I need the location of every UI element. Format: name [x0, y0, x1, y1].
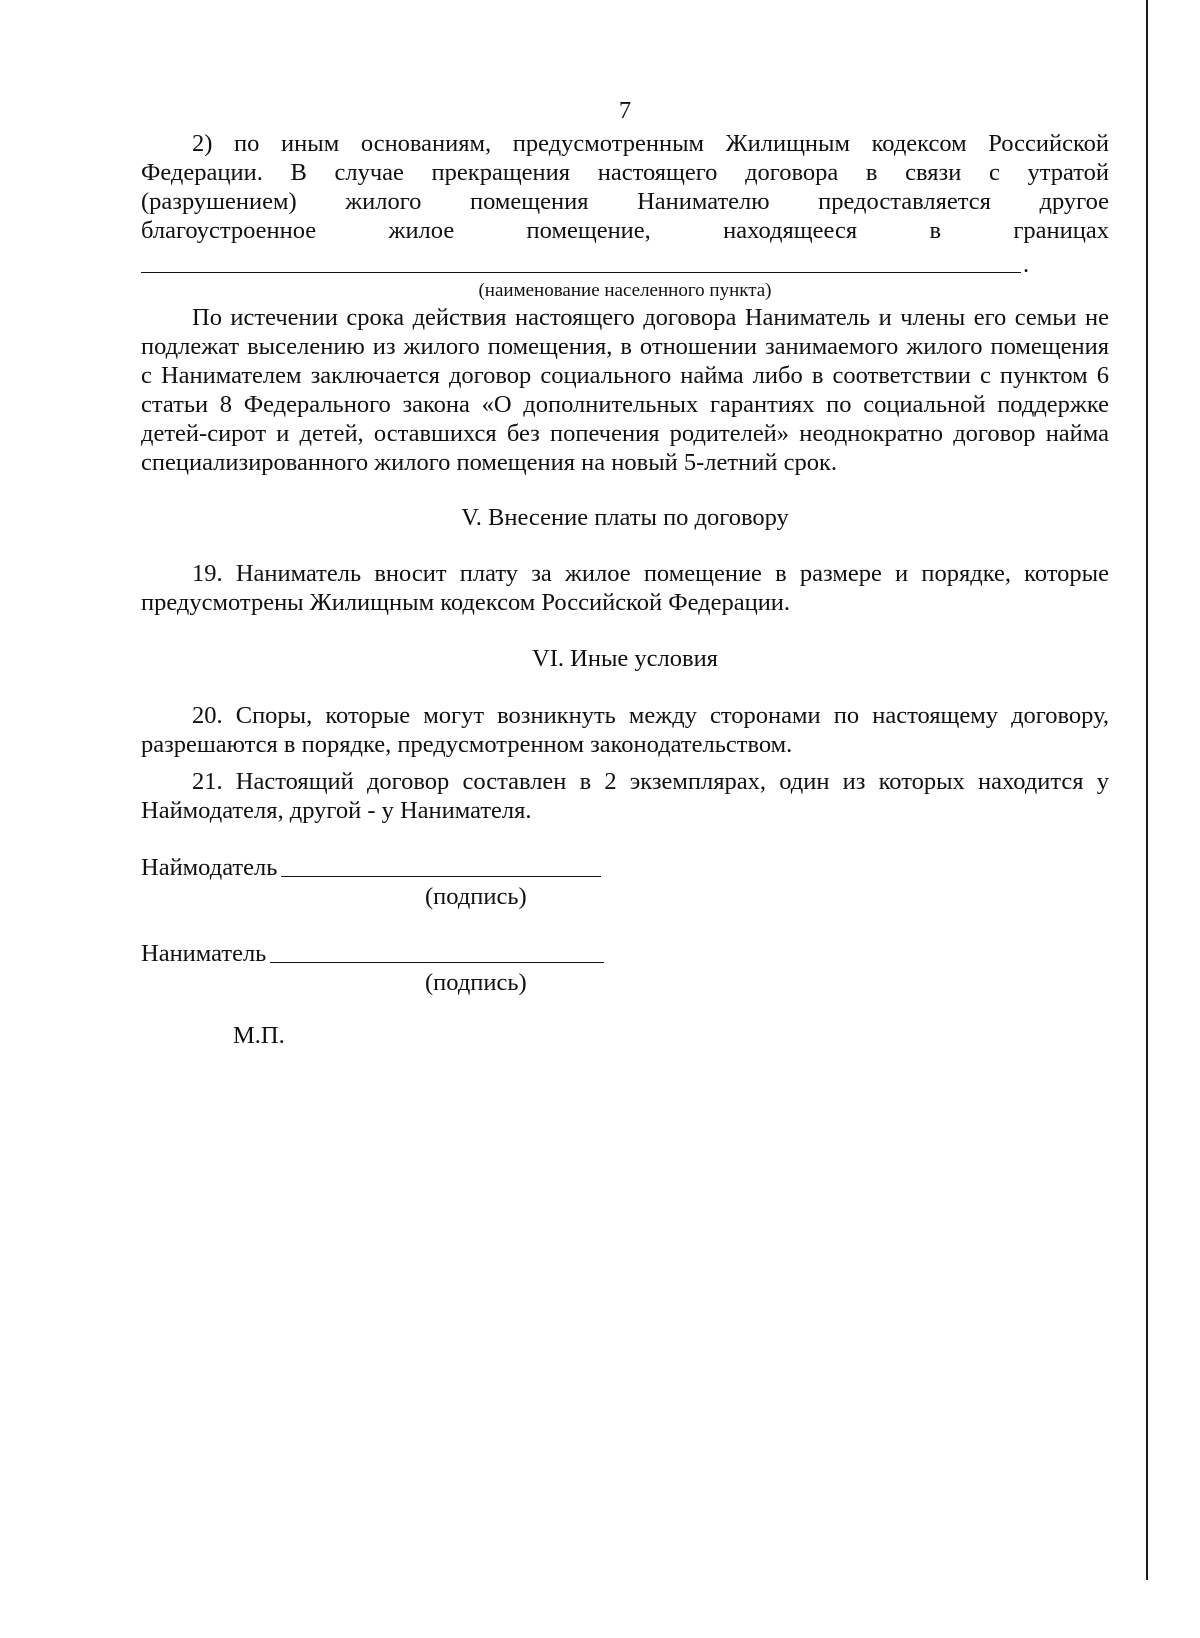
- tenant-signature-caption: (подпись): [425, 969, 527, 996]
- clause-19: 19. Наниматель вносит плату за жилое помещение в размере и порядке, которые предусмотрены Жилищным кодексом Российской Федерации.: [141, 560, 1109, 616]
- signature-block: [141, 853, 1109, 1050]
- tenant-label: Наниматель: [141, 940, 267, 967]
- landlord-signature-line: [281, 876, 601, 877]
- settlement-blank-period: .: [1023, 251, 1030, 278]
- clause-21: 21. Настоящий договор составлен в 2 экземплярах, один из которых находится у Наймодателя, другой - у Нанимателя.: [141, 768, 1109, 824]
- landlord-signature-row: [141, 853, 1109, 882]
- page-number: 7: [618, 97, 632, 124]
- settlement-blank-caption: (наименование населенного пункта): [478, 280, 772, 301]
- document-page: [141, 96, 1109, 1050]
- clause-continuation: [141, 129, 1109, 303]
- scan-right-edge-line: [1146, 0, 1148, 1580]
- landlord-label: Наймодатель: [141, 854, 278, 881]
- clause-line-4: благоустроенное жилое помещение, находящееся в границах: [141, 217, 1109, 244]
- section-v-heading: V. Внесение платы по договору: [461, 504, 789, 531]
- landlord-signature-caption: (подпись): [425, 883, 527, 910]
- settlement-blank: [141, 245, 1109, 277]
- settlement-blank-rule: [141, 272, 1021, 273]
- clause-line-1: 2) по иным основаниям, предусмотренным Жилищным кодексом Российской: [192, 130, 1109, 157]
- paragraph-term-expiry: По истечении срока действия настоящего договора Наниматель и члены его семьи не подлежат выселению из жилого помещения, в отношении занимаемого жилого помещения с Нанимателем заключается договор социального найма либо в соответствии с пунктом 6 статьи 8 Федерального закона «О дополнительных гарантиях по социальной поддержке детей-сирот и детей, оставшихся без попечения родителей» неоднократно договор найма специализированного жилого помещения на новый 5-летний срок.: [141, 304, 1109, 476]
- clause-line-2: Федерации. В случае прекращения настоящего договора в связи с утратой: [141, 159, 1109, 186]
- section-vi-heading: VI. Иные условия: [532, 645, 718, 672]
- tenant-signature-row: [141, 939, 1109, 968]
- stamp-place: М.П.: [233, 1022, 285, 1049]
- tenant-signature-line: [270, 962, 604, 963]
- clause-line-3: (разрушением) жилого помещения Нанимателю предоставляется другое: [141, 188, 1109, 215]
- clause-20: 20. Споры, которые могут возникнуть между сторонами по настоящему договору, разрешаются в порядке, предусмотренном законодательством.: [141, 702, 1109, 758]
